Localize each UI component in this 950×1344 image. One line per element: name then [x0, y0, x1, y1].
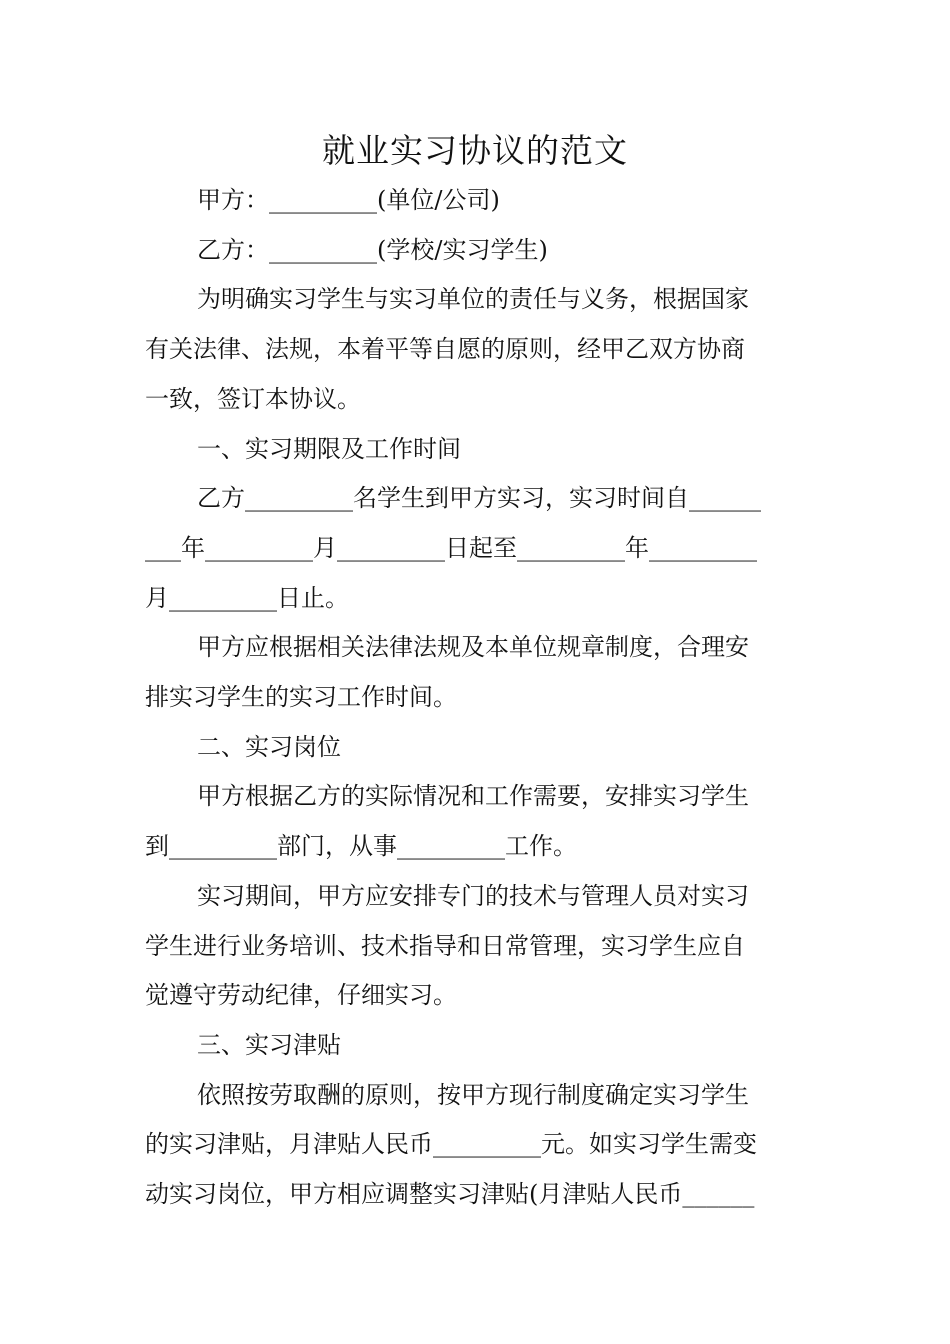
- section-2-p1-line-2: 到_________部门，从事_________工作。: [145, 832, 577, 861]
- section-1-paragraph-2: [145, 623, 810, 722]
- intro-line-2: 有关法律、法规，本着平等自愿的原则，经甲乙双方协商: [145, 335, 745, 364]
- section-1-p2-line-1: 甲方应根据相关法律法规及本单位规章制度，合理安: [197, 633, 749, 662]
- intro-paragraph: [145, 275, 810, 424]
- section-1-heading: 一、实习期限及工作时间: [197, 434, 461, 463]
- section-2-paragraph-1: [145, 772, 810, 871]
- intro-line-3: 一致，签订本协议。: [145, 384, 361, 413]
- section-3-paragraph-1: [145, 1071, 810, 1220]
- section-1-p1-line-1: 乙方_________名学生到甲方实习，实习时间自______: [197, 484, 761, 513]
- section-1-p1-line-2: ___年_________月_________日起至_________年_________: [145, 533, 757, 562]
- section-2-p2-line-3: 觉遵守劳动纪律，仔细实习。: [145, 981, 457, 1010]
- section-1-paragraph-1: [145, 474, 810, 623]
- section-2-paragraph-2: [145, 872, 810, 1021]
- section-2-p2-line-2: 学生进行业务培训、技术指导和日常管理，实习学生应自: [145, 931, 745, 960]
- section-1-p2-line-2: 排实习学生的实习工作时间。: [145, 683, 457, 712]
- section-3-p1-line-3: 动实习岗位，甲方相应调整实习津贴(月津贴人民币______: [145, 1180, 755, 1209]
- section-2-p1-line-1: 甲方根据乙方的实际情况和工作需要，安排实习学生: [197, 782, 749, 811]
- section-3-heading: 三、实习津贴: [197, 1030, 341, 1059]
- section-2-heading: 二、实习岗位: [197, 732, 341, 761]
- section-2-p2-line-1: 实习期间，甲方应安排专门的技术与管理人员对实习: [197, 881, 749, 910]
- document-title: 就业实习协议的范文: [322, 131, 628, 170]
- intro-line-1: 为明确实习学生与实习单位的责任与义务，根据国家: [197, 285, 749, 314]
- party-b-line: 乙方：_________(学校/实习学生): [197, 235, 548, 264]
- section-3-p1-line-2: 的实习津贴，月津贴人民币_________元。如实习学生需变: [145, 1130, 757, 1159]
- section-1-p1-line-3: 月_________日止。: [145, 583, 349, 612]
- party-a-line: 甲方：_________(单位/公司): [197, 186, 500, 214]
- document-body: [145, 176, 810, 1220]
- section-3-p1-line-1: 依照按劳取酬的原则，按甲方现行制度确定实习学生: [197, 1080, 749, 1109]
